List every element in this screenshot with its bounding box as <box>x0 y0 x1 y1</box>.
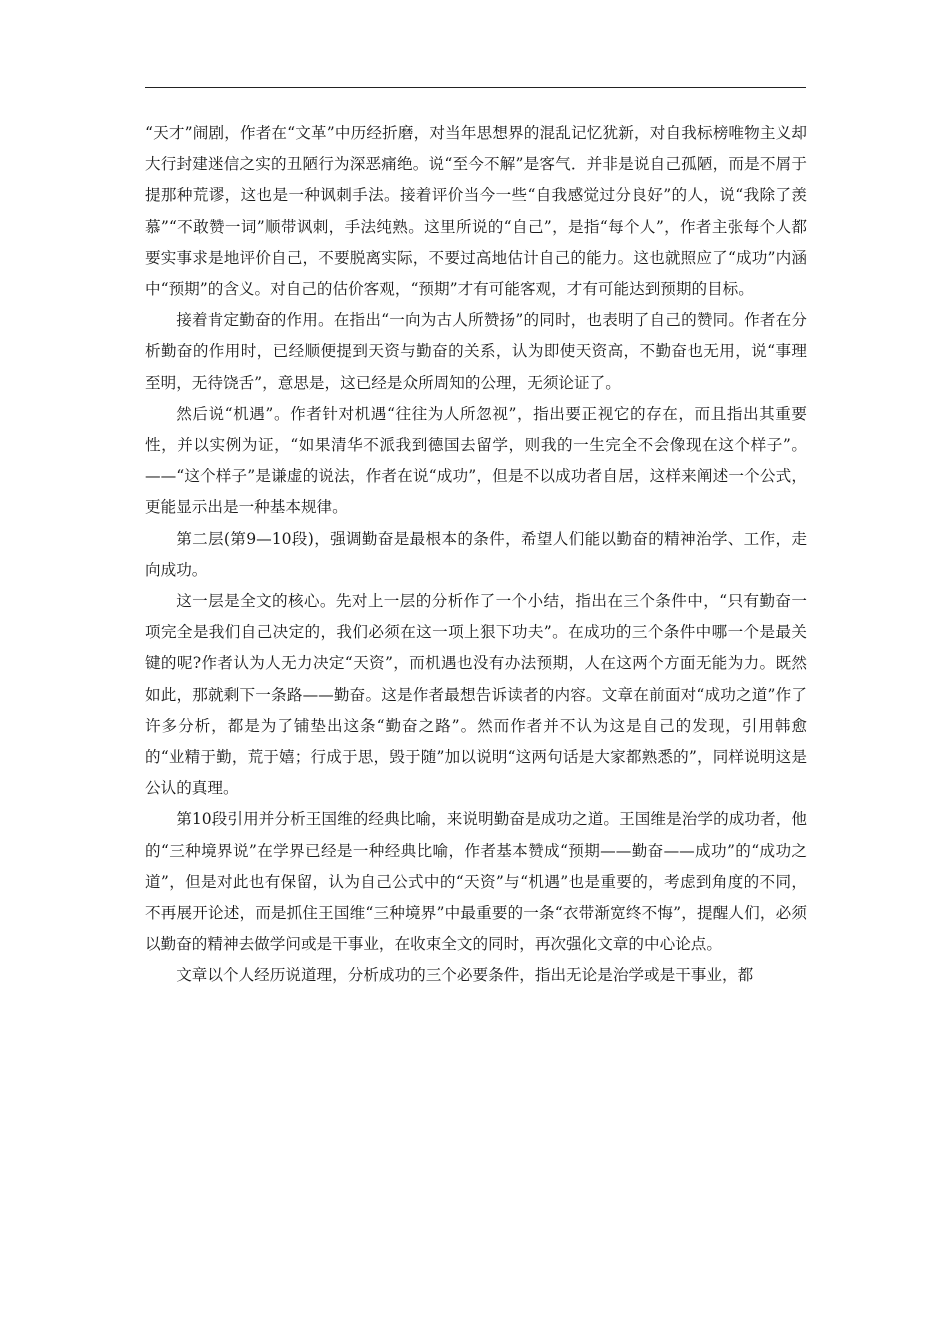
paragraph-continuation: “天才”闹剧，作者在“文革”中历经折磨，对当年思想界的混乱记忆犹新，对自我标榜唯物主义却大行封建迷信之实的丑陋行为深恶痛绝。说“至今不解”是客气．并非是说自己孤陋，而是不屑于提那种荒谬，这也是一种讽刺手法。接着评价当今一些“自我感觉过分良好”的人，说“我除了羡慕”“不敢赞一词”顺带讽刺，手法纯熟。这里所说的“自己”，是指“每个人”，作者主张每个人都要实事求是地评价自己，不要脱离实际，不要过高地估计自己的能力。这也就照应了“成功”内涵中“预期”的含义。对自己的估价客观，“预期”才有可能客观，才有可能达到预期的目标。 <box>145 124 807 299</box>
document-body <box>145 118 807 992</box>
paragraph-diligence: 接着肯定勤奋的作用。在指出“一向为古人所赞扬”的同时，也表明了自己的赞同。作者在分析勤奋的作用时，已经顺便提到天资与勤奋的关系，认为即使天资高，不勤奋也无用，说“事理至明，无待饶舌”，意思是，这已经是众所周知的公理，无须论证了。 <box>145 311 807 392</box>
paragraph-conclusion: 文章以个人经历说道理，分析成功的三个必要条件，指出无论是治学或是干事业，都 <box>176 966 754 985</box>
paragraph-wang-guowei: 第10段引用并分析王国维的经典比喻，来说明勤奋是成功之道。王国维是治学的成功者，他的“三种境界说”在学界已经是一种经典比喻，作者基本赞成“预期——勤奋——成功”的“成功之道”，但是对此也有保留，认为自己公式中的“天资”与“机遇”也是重要的，考虑到角度的不同，不再展开论述，而是抓住王国维“三种境界”中最重要的一条“衣带渐宽终不悔”，提醒人们，必须以勤奋的精神去做学问或是干事业，在收束全文的同时，再次强化文章的中心论点。 <box>145 810 807 954</box>
header-rule <box>145 87 806 88</box>
paragraph-opportunity: 然后说“机遇”。作者针对机遇“往往为人所忽视”，指出要正视它的存在，而且指出其重要性，并以实例为证，“如果清华不派我到德国去留学，则我的一生完全不会像现在这个样子”。——“这个样子”是谦虚的说法，作者在说“成功”，但是不以成功者自居，这样来阐述一个公式，更能显示出是一种基本规律。 <box>145 404 807 517</box>
paragraph-core: 这一层是全文的核心。先对上一层的分析作了一个小结，指出在三个条件中，“只有勤奋一项完全是我们自己决定的，我们必须在这一项上狠下功夫”。在成功的三个条件中哪一个是最关键的呢?作者认为人无力决定“天资”，而机遇也没有办法预期，人在这两个方面无能为力。既然如此，那就剩下一条路——勤奋。这是作者最想告诉读者的内容。文章在前面对“成功之道”作了许多分析，都是为了铺垫出这条“勤奋之路”。然而作者并不认为这是自己的发现，引用韩愈的“业精于勤，荒于嬉；行成于思，毁于随”加以说明“这两句话是大家都熟悉的”，同样说明这是公认的真理。 <box>145 592 807 798</box>
paragraph-second-layer: 第二层(第9—10段)，强调勤奋是最根本的条件，希望人们能以勤奋的精神治学、工作，走向成功。 <box>145 529 807 579</box>
